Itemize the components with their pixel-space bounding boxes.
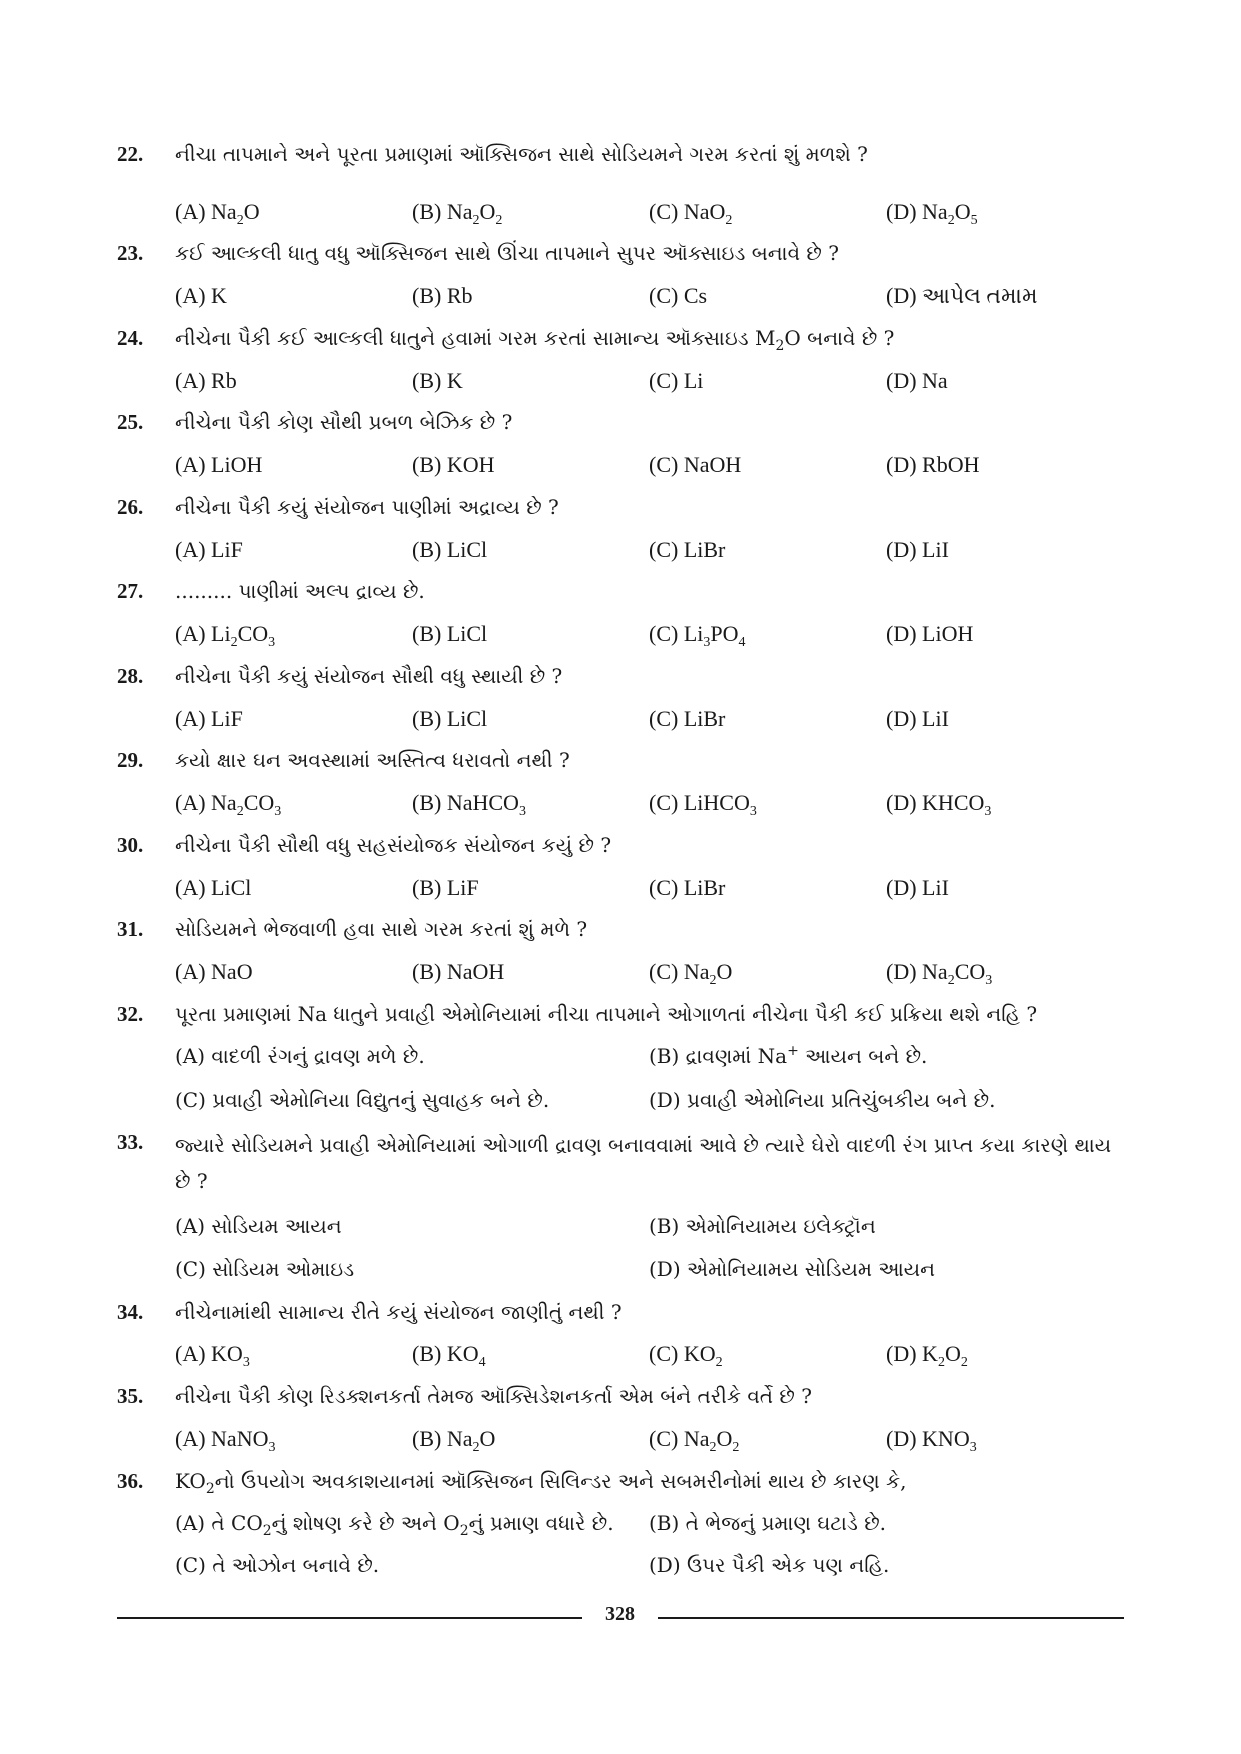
question-34 — [117, 1297, 1132, 1327]
question-number: 26. — [117, 495, 144, 519]
question-text: કઈ આલ્કલી ધાતુ વધુ ઑક્સિજન સાથે ઊંચા તાપમાને સુપર ઑક્સાઇડ બનાવે છે ? — [175, 241, 839, 265]
footer-rule-left — [117, 1617, 582, 1619]
option-a: (A) LiCl — [175, 875, 252, 900]
question-number: 24. — [117, 326, 144, 350]
options-29 — [175, 790, 1135, 824]
option-d: (D) LiI — [886, 537, 949, 562]
option-b: (B) LiF — [412, 875, 479, 900]
options-33-row1 — [175, 1214, 1135, 1248]
question-35 — [117, 1381, 1132, 1411]
options-22 — [175, 199, 1135, 233]
option-d: (D) એમોનિયામય સોડિયમ આયન — [649, 1257, 936, 1281]
option-a: (A) LiOH — [175, 452, 263, 477]
option-b: (B) K — [412, 368, 463, 393]
question-24 — [117, 323, 1132, 353]
option-a: (A) $Na_2O$ — [175, 199, 260, 228]
option-d: (D) ઉપર પૈકી એક પણ નહિ. — [649, 1553, 890, 1577]
options-33-row2 — [175, 1257, 1135, 1291]
option-a: (A) LiF — [175, 537, 243, 562]
option-c: (C) LiHCO$_3$ — [649, 790, 757, 819]
option-a: (A) Rb — [175, 368, 237, 393]
option-d: (D) $KNO_3$ — [886, 1426, 977, 1455]
option-a: (A) વાદળી રંગનું દ્રાવણ મળે છે. — [175, 1044, 425, 1068]
question-text: $KO_2નો$ ઉપયોગ અવકાશયાનમાં ઑક્સિજન સિલિન્ડર અને સબમરીનોમાં થાય છે કારણ કે, — [175, 1469, 907, 1497]
question-text: નીચેના પૈકી કયું સંયોજન સૌથી વધુ સ્થાયી છે ? — [175, 664, 563, 688]
footer-rule-right — [658, 1617, 1124, 1619]
option-a: (A) તે $CO_2નું$ શોષણ કરે છે અને $O_2નું$ પ્રમાણ વધારે છે. — [175, 1511, 614, 1539]
option-a: (A) K — [175, 283, 227, 308]
option-c: (C) NaOH — [649, 452, 742, 477]
option-c: (C) $Li_3PO_4$ — [649, 621, 746, 650]
options-32-row1 — [175, 1044, 1135, 1078]
option-c: (C) NaO$_2$ — [649, 199, 733, 228]
option-b: (B) $Na_2O$ — [412, 1426, 496, 1455]
options-31 — [175, 959, 1135, 993]
options-36-row1 — [175, 1511, 1135, 1545]
option-d: (D) આપેલ તમામ — [886, 283, 1038, 308]
option-c: (C) LiBr — [649, 875, 726, 900]
question-number: 28. — [117, 664, 144, 688]
option-c: (C) $Na_2O$ — [649, 959, 733, 988]
question-text: ......... પાણીમાં અલ્પ દ્રાવ્ય છે. — [175, 579, 425, 603]
option-c: (C) LiBr — [649, 706, 726, 731]
option-d: (D) LiI — [886, 875, 949, 900]
option-d: (D) $KHCO_3$ — [886, 790, 992, 819]
option-b: (B) Rb — [412, 283, 473, 308]
option-a: (A) $Na_2CO_3$ — [175, 790, 282, 819]
option-c: (C) તે ઓઝોન બનાવે છે. — [175, 1553, 380, 1577]
option-b: (B) તે ભેજનું પ્રમાણ ઘટાડે છે. — [649, 1511, 887, 1535]
options-26 — [175, 537, 1135, 571]
question-text: નીચેના પૈકી કયું સંયોજન પાણીમાં અદ્રાવ્ય છે ? — [175, 495, 559, 519]
option-b: (B) $KO_4$ — [412, 1341, 486, 1370]
option-c: (C) $Na_2O_2$ — [649, 1426, 740, 1455]
option-b: (B) KOH — [412, 452, 495, 477]
option-c: (C) LiBr — [649, 537, 726, 562]
question-25 — [117, 407, 1132, 437]
question-number: 35. — [117, 1384, 144, 1408]
question-number: 22. — [117, 142, 144, 166]
option-a: (A) $KO_3$ — [175, 1341, 250, 1370]
option-b: (B) NaHCO$_3$ — [412, 790, 526, 819]
question-text: નીચેના પૈકી કોણ રિડક્શનકર્તા તેમજ ઑક્સિડેશનકર્તા એમ બંને તરીકે વર્તે છે ? — [175, 1384, 812, 1408]
question-number: 27. — [117, 579, 144, 603]
question-number: 31. — [117, 917, 144, 941]
option-b: (B) $Na_2O_2$ — [412, 199, 503, 228]
question-27 — [117, 576, 1132, 606]
option-d: (D) LiOH — [886, 621, 974, 646]
question-number: 23. — [117, 241, 144, 265]
option-d: (D) $Na_2CO_3$ — [886, 959, 993, 988]
question-23 — [117, 238, 1132, 268]
option-c: (C) Cs — [649, 283, 708, 308]
question-text: કયો ક્ષાર ઘન અવસ્થામાં અસ્તિત્વ ધરાવતો નથી ? — [175, 748, 570, 772]
page-number: 328 — [605, 1603, 635, 1625]
option-b: (B) દ્રાવણમાં Na+ આયન બને છે. — [649, 1043, 928, 1068]
question-26 — [117, 492, 1132, 522]
question-28 — [117, 661, 1132, 691]
question-number: 34. — [117, 1300, 144, 1324]
option-c: (C) $KO_2$ — [649, 1341, 723, 1370]
question-31 — [117, 914, 1132, 944]
question-text: નીચા તાપમાને અને પૂરતા પ્રમાણમાં ઑક્સિજન સાથે સોડિયમને ગરમ કરતાં શું મળશે ? — [175, 142, 868, 166]
option-a: (A) સોડિયમ આયન — [175, 1214, 342, 1238]
option-b: (B) NaOH — [412, 959, 505, 984]
question-text: નીચેનામાંથી સામાન્ય રીતે કયું સંયોજન જાણીતું નથી ? — [175, 1300, 622, 1324]
options-23 — [175, 283, 1135, 317]
options-25 — [175, 452, 1135, 486]
question-text: જ્યારે સોડિયમને પ્રવાહી એમોનિયામાં ઓગાળી દ્રાવણ બનાવવામાં આવે છે ત્યારે ઘેરો વાદળી રંગ પ્રાપ્ત કયા કારણે થાય છે ? — [175, 1133, 1112, 1193]
option-d: (D) પ્રવાહી એમોનિયા પ્રતિચુંબકીય બને છે. — [649, 1088, 996, 1112]
question-number: 25. — [117, 410, 144, 434]
option-c: (C) પ્રવાહી એમોનિયા વિદ્યુતનું સુવાહક બને છે. — [175, 1088, 550, 1112]
option-a: (A) NaNO$_3$ — [175, 1426, 276, 1455]
options-28 — [175, 706, 1135, 740]
question-text: નીચેના પૈકી કઈ આલ્કલી ધાતુને હવામાં ગરમ કરતાં સામાન્ય ઑક્સાઇડ $M_2O$ બનાવે છે ? — [175, 326, 895, 354]
option-d: (D) Na — [886, 368, 948, 393]
options-24 — [175, 368, 1135, 402]
question-30 — [117, 830, 1132, 860]
option-a: (A) NaO — [175, 959, 253, 984]
option-d: (D) $K_2O_2$ — [886, 1341, 968, 1370]
question-text: સોડિયમને ભેજવાળી હવા સાથે ગરમ કરતાં શું મળે ? — [175, 917, 588, 941]
option-b: (B) એમોનિયામય ઇલેક્ટ્રૉન — [649, 1214, 876, 1238]
options-34 — [175, 1341, 1135, 1375]
question-text: નીચેના પૈકી સૌથી વધુ સહસંયોજક સંયોજન કયું છે ? — [175, 833, 612, 857]
option-b: (B) LiCl — [412, 621, 488, 646]
question-number: 29. — [117, 748, 144, 772]
question-number: 33. — [117, 1130, 144, 1154]
option-a: (A) $Li_2CO_3$ — [175, 621, 276, 650]
question-number: 36. — [117, 1469, 144, 1493]
option-d: (D) RbOH — [886, 452, 980, 477]
option-b: (B) LiCl — [412, 537, 488, 562]
option-c: (C) Li — [649, 368, 704, 393]
question-32 — [117, 999, 1132, 1029]
option-d: (D) LiI — [886, 706, 949, 731]
question-number: 30. — [117, 833, 144, 857]
options-36-row2 — [175, 1553, 1135, 1587]
question-22 — [117, 139, 1132, 169]
question-number: 32. — [117, 1002, 144, 1026]
option-d: (D) $Na_2O_5$ — [886, 199, 978, 228]
options-30 — [175, 875, 1135, 909]
options-27 — [175, 621, 1135, 655]
option-a: (A) LiF — [175, 706, 243, 731]
question-33 — [117, 1127, 1132, 1199]
option-b: (B) LiCl — [412, 706, 488, 731]
question-36 — [117, 1466, 1132, 1496]
question-text: પૂરતા પ્રમાણમાં Na ધાતુને પ્રવાહી એમોનિયામાં નીચા તાપમાને ઓગાળતાં નીચેના પૈકી કઈ પ્રક્રિયા થશે નહિ ? — [175, 1002, 1038, 1026]
question-29 — [117, 745, 1132, 775]
question-text: નીચેના પૈકી કોણ સૌથી પ્રબળ બેઝિક છે ? — [175, 410, 513, 434]
options-35 — [175, 1426, 1135, 1460]
options-32-row2 — [175, 1088, 1135, 1122]
option-c: (C) સોડિયમ ઓમાઇડ — [175, 1257, 355, 1281]
